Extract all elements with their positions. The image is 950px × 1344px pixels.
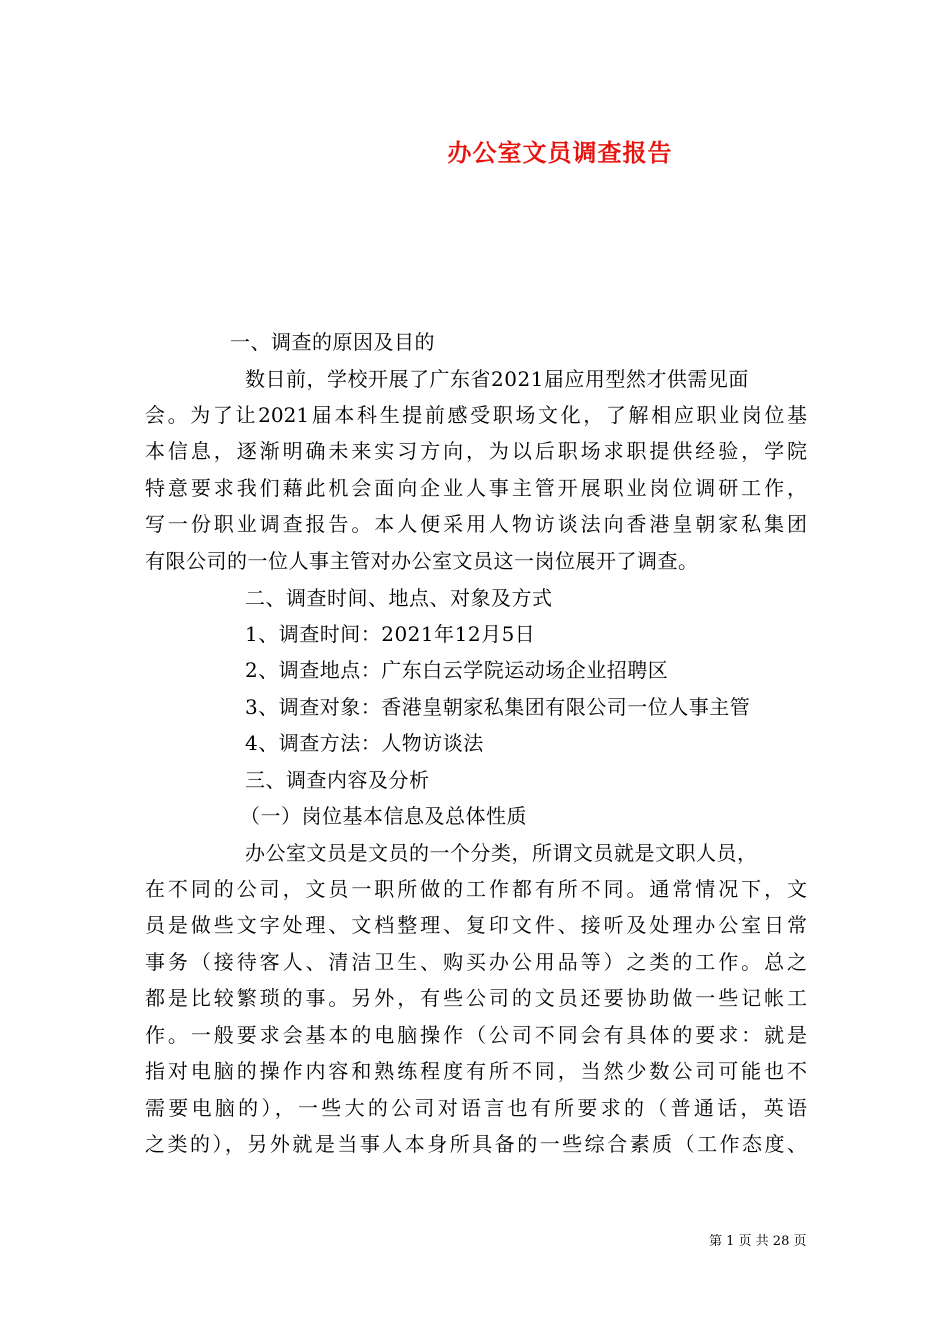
heading-time-place: 二、调查时间、地点、对象及方式 — [245, 586, 553, 610]
paragraph-line: 事务（接待客人、清洁卫生、购买办公用品等）之类的工作。总之 — [145, 950, 807, 974]
paragraph-line: 本信息，逐渐明确未来实习方向，为以后职场求职提供经验，学院 — [145, 439, 807, 463]
subheading-basic-info: （一）岗位基本信息及总体性质 — [240, 804, 527, 828]
paragraph-line: 有限公司的一位人事主管对办公室文员这一岗位展开了调查。 — [145, 549, 699, 573]
list-item-subject: 3、调查对象：香港皇朝家私集团有限公司一位人事主管 — [245, 695, 751, 719]
paragraph-line: 之类的），另外就是当事人本身所具备的一些综合素质（工作态度、 — [145, 1132, 807, 1156]
list-item-time: 1、调查时间：2021年12月5日 — [245, 622, 536, 646]
paragraph-line: 员是做些文字处理、文档整理、复印文件、接听及处理办公室日常 — [145, 913, 807, 937]
paragraph-line: 需要电脑的），一些大的公司对语言也有所要求的（普通话，英语 — [145, 1096, 807, 1120]
document-title: 办公室文员调查报告 — [447, 138, 673, 167]
list-item-method: 4、调查方法：人物访谈法 — [245, 731, 484, 755]
heading-reason: 一、调查的原因及目的 — [230, 330, 435, 354]
paragraph-line: 写一份职业调查报告。本人便采用人物访谈法向香港皇朝家私集团 — [145, 512, 807, 536]
page-number: 第 1 页 共 28 页 — [709, 1234, 807, 1249]
paragraph-line: 特意要求我们藉此机会面向企业人事主管开展职业岗位调研工作， — [145, 476, 807, 500]
paragraph-line: 作。一般要求会基本的电脑操作（公司不同会有具体的要求：就是 — [145, 1023, 807, 1047]
paragraph-line: 都是比较繁琐的事。另外，有些公司的文员还要协助做一些记帐工 — [145, 986, 807, 1010]
heading-content: 三、调查内容及分析 — [245, 768, 430, 792]
paragraph-line: 在不同的公司，文员一职所做的工作都有所不同。通常情况下，文 — [145, 877, 807, 901]
list-item-place: 2、调查地点：广东白云学院运动场企业招聘区 — [245, 658, 669, 682]
paragraph-line: 指对电脑的操作内容和熟练程度有所不同，当然少数公司可能也不 — [145, 1059, 807, 1083]
paragraph-line: 办公室文员是文员的一个分类，所谓文员就是文职人员， — [245, 841, 758, 865]
paragraph-line: 会。为了让2021届本科生提前感受职场文化，了解相应职业岗位基 — [145, 403, 807, 427]
paragraph-line: 数日前，学校开展了广东省2021届应用型然才供需见面 — [245, 367, 749, 391]
